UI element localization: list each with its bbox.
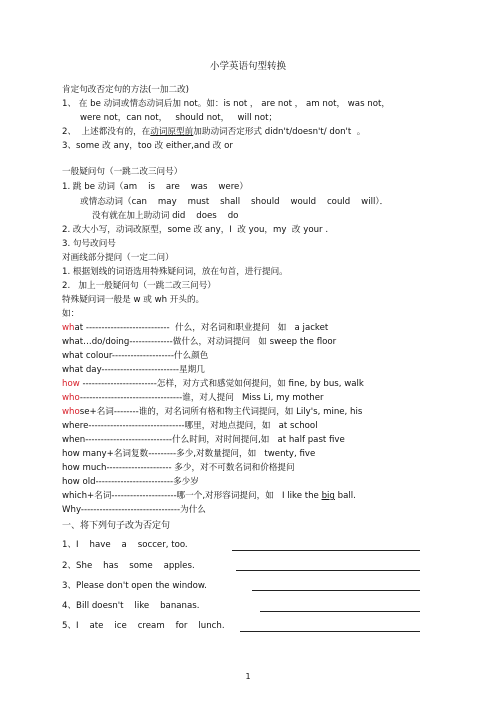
wh-word-why: Why--------------------------------为什么 — [62, 505, 206, 515]
rule2-underlined: 动词原型前 — [150, 127, 194, 137]
which-part-b: ball. — [334, 491, 356, 501]
rule2-part-a: 2、 上述都没有的，在 — [62, 127, 151, 137]
rule2-part-b: 加助动词否定形式 didn't/doesn't/ don't 。 — [193, 127, 366, 137]
wh-word-what-colour: what colour--------------------什么颜色 — [62, 351, 209, 361]
wh-red-prefix: who — [62, 407, 80, 417]
wh-word-how-many: how many+名词复数---------多少,对数量提问，如 twenty, five — [62, 449, 316, 459]
section3-step-1: 1. 根据划线的词语选用特殊疑问词，放在句首，进行提问。 — [62, 267, 288, 277]
answer-blank-4[interactable] — [260, 611, 420, 612]
wh-red-prefix: who — [62, 393, 80, 403]
wh-word-how-much: how much--------------------- 多少，对不可数名词和价格提问 — [62, 463, 295, 473]
section1-heading: 肯定句改否定句的方法(一加二改) — [62, 85, 190, 95]
wh-red-prefix: how — [62, 379, 80, 389]
wh-desc: ------------------------怎样，对方式和感觉如何提问，如 fine, by bus, walk — [79, 379, 364, 389]
answer-blank-2[interactable] — [236, 570, 420, 571]
wh-word-what-do: what…do/doing--------------做什么，对动词提问 如 sweep the floor — [62, 337, 337, 347]
wh-word-when: when----------------------------什么时间，对时间提问,如 at half past five — [62, 435, 345, 445]
which-underlined: big — [321, 491, 335, 501]
section1-rule-2 — [62, 126, 365, 138]
wh-word-what — [62, 322, 328, 334]
section2-step-3: 3. 句号改问号 — [62, 239, 116, 249]
section2-step-1: 1. 跳 be 动词（am is are was were） — [62, 182, 248, 192]
answer-blank-3[interactable] — [252, 590, 420, 591]
wh-desc: se+名词--------谁的，对名词所有格和物主代词提问，如 Lily's, mine, his — [79, 407, 363, 417]
page-number: 1 — [245, 672, 251, 681]
exercise-question-5: 5、I ate ice cream for lunch. — [62, 621, 225, 631]
wh-word-who — [62, 392, 324, 404]
answer-blank-1[interactable] — [232, 550, 420, 551]
wh-desc: ---------------------------------谁，对人提问 Miss Li, my mother — [79, 393, 324, 403]
which-part-a: which+名词---------------------哪一个,对形容词提问，如 I like the — [62, 491, 322, 501]
section3-step-2: 2. 加上一般疑问句（一跳二改三问号） — [62, 281, 216, 291]
wh-word-how — [62, 378, 364, 390]
section1-rule-1-cont: were not，can not， should not， will not； — [80, 113, 278, 123]
page-title: 小学英语句型转换 — [209, 61, 286, 72]
exercise-question-4: 4、Bill doesn't like bananas. — [62, 601, 200, 611]
section2-step-2: 2. 改大小写，动词改原型，some 改 any，I 改 you，my 改 your . — [62, 225, 329, 235]
section3-note: 特殊疑问词一般是 w 或 wh 开头的。 — [62, 295, 205, 305]
wh-word-which — [62, 490, 356, 502]
section1-rule-1: 1、 在 be 动词或情态动词后加 not。如：is not ， are not ， am not， was not， — [62, 99, 390, 109]
section1-rule-3: 3、some 改 any，too 改 either,and 改 or — [62, 141, 233, 151]
section3-heading: 对画线部分提问（一定二问） — [62, 253, 174, 263]
wh-red-prefix: wh — [62, 323, 75, 333]
wh-word-whose — [62, 406, 362, 418]
section3-example-label: 如： — [62, 309, 80, 319]
section2-heading: 一般疑问句（一跳二改三问号） — [62, 167, 183, 177]
exercise-question-3: 3、Please don't open the window. — [62, 581, 207, 591]
wh-word-where: where-------------------------------哪里，对地点提问，如 at school — [62, 421, 318, 431]
wh-desc: at --------------------------- 什么，对名词和职业提问 如 a jacket — [74, 323, 329, 333]
exercise-heading: 一、将下列句子改为否定句 — [62, 521, 171, 531]
section2-step-1-aux: 没有就在加上助动词 did does do — [92, 211, 239, 221]
wh-word-what-day: what day-------------------------星期几 — [62, 365, 205, 375]
answer-blank-5[interactable] — [240, 631, 420, 632]
section2-step-1-modal: 或情态动词（can may must shall should would could will）． — [80, 197, 389, 207]
exercise-question-2: 2、She has some apples. — [62, 561, 195, 571]
wh-word-how-old: how old-------------------------多少岁 — [62, 477, 199, 487]
exercise-question-1: 1、I have a soccer, too. — [62, 540, 188, 550]
